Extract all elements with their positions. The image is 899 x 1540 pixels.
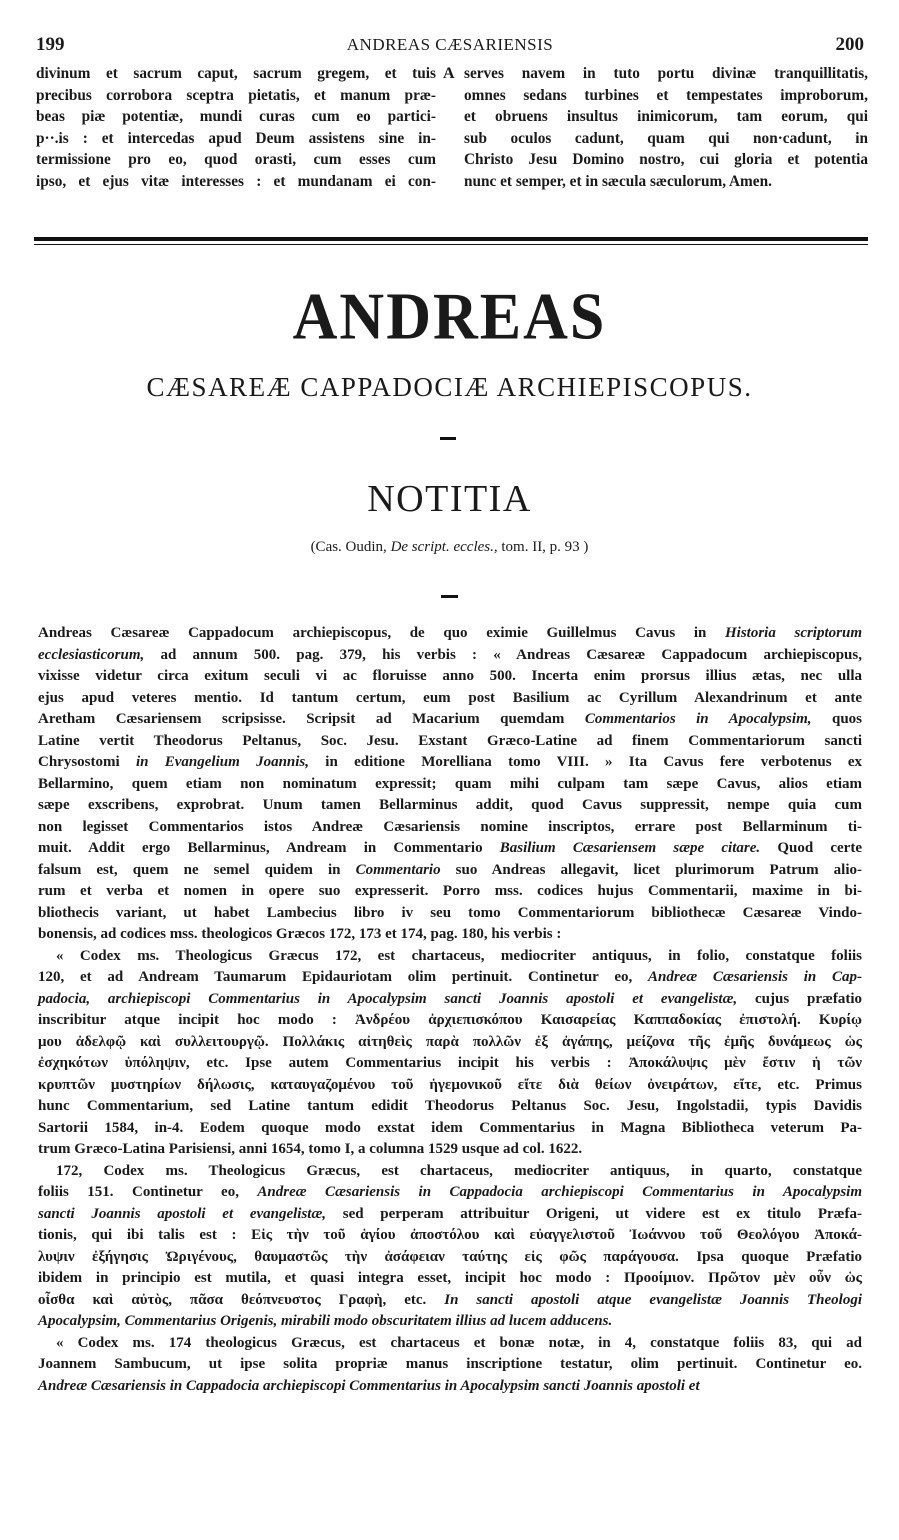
text-run: suo Andreas allegavit, licet plurimorum Patrum alio-	[440, 861, 862, 878]
body-line	[38, 1053, 862, 1075]
text-run: cujus præfatio	[737, 990, 862, 1007]
text-run: ejus apud veteres mentio. Id tantum certum, eum post Basilium ac Cyrillum Alexandrinum et ante	[38, 689, 862, 706]
body-line	[38, 1010, 862, 1032]
text-run: « Codex ms. 174 theologicus Græcus, est chartaceus et bonæ notæ, in 4, constatque foliis 83, qui ad	[56, 1334, 862, 1351]
italic-text: Andreæ Cæsariensis in Cap-	[648, 969, 862, 985]
text-run: quos	[811, 711, 863, 727]
body-text	[38, 623, 862, 1397]
left-column-line: divinum et sacrum caput, sacrum gregem, et tuis	[36, 65, 436, 82]
source-citation-work: De script. eccles.	[390, 539, 494, 555]
body-line	[38, 1161, 862, 1183]
body-line	[38, 623, 862, 645]
top-columns	[36, 63, 868, 203]
text-run: Chrysostomi	[38, 754, 136, 770]
text-run: vixisse videtur circa exitum seculi vi ac floruisse anno 500. Incerta enim prorsus illius ætas, nec ulla	[38, 668, 862, 684]
text-run: 120, et ad Andream Taumarum Epidauriotam olim pertinuit. Continetur eo,	[38, 969, 648, 985]
italic-text: Historia scriptorum	[724, 625, 862, 641]
body-line	[38, 989, 862, 1011]
text-run: Sartorii 1584, in-4. Eodem quoque modo exstat idem Commentarius in Magna Bibliotheca veterum Pa-	[38, 1119, 862, 1136]
text-run: λυψιν ἐξήγησις Ὠριγένους, θαυμαστῶς τὴν ἀσάφειαν ταύτης εἰς φῶς παράγουσα. Ipsa quoque Præfatio	[38, 1248, 862, 1265]
text-run: ad annum 500. pag. 379, his verbis : « Andreas Cæsareæ Cappadocum archiepiscopus,	[144, 646, 862, 663]
body-line	[38, 1075, 862, 1097]
source-citation	[0, 539, 899, 556]
body-line	[38, 924, 862, 946]
text-run: οἶσθα καὶ αὐτὸς, πᾶσα θεόπνευστος Γραφὴ, etc.	[38, 1291, 445, 1308]
body-line	[38, 967, 862, 989]
body-line	[38, 1182, 862, 1204]
text-run: Aretham Cæsariensem scripsisse. Scripsit ad Macarium quemdam	[38, 711, 585, 727]
body-line	[38, 881, 862, 903]
body-line	[38, 731, 862, 753]
body-line	[38, 1247, 862, 1269]
body-line	[38, 903, 862, 925]
text-run: μου ἀδελφῷ καὶ συλλειτουργῷ. Πολλάκις αἰτηθεὶς παρὰ πολλῶν ἐξ ἀγάπης, μείζονα τῆς ἐμῆς δυνάμεως ὡς	[38, 1033, 862, 1050]
source-citation-pre: (Cas. Oudin,	[310, 539, 391, 555]
body-line	[38, 1204, 862, 1226]
body-line	[38, 688, 862, 710]
body-line	[38, 1333, 862, 1355]
text-run: ibidem in principio est mutila, et quasi integra esset, incipit hoc modo : Προοίμιον. Πρῶτον μὲν οὖν ὡς	[38, 1270, 862, 1286]
text-run: hunc Commentarium, sed Latine tantum edidit Theodorus Peltanus Soc. Jesu, Ingolstadii, typis Davidis	[38, 1098, 862, 1114]
text-run: Quod certe	[760, 840, 862, 856]
body-line	[38, 1354, 862, 1376]
body-line	[38, 838, 862, 860]
right-column-line: omnes sedans turbines et tempestates improborum,	[464, 86, 868, 104]
body-line	[38, 709, 862, 731]
text-run: ἐσχηκότων ὑπόληψιν, etc. Ipse autem Commentarius incipit his verbis : Ἀποκάλυψις μὲν ἔστιν ἡ τῶν	[38, 1055, 862, 1071]
text-run: κρυπτῶν μυστηρίων δήλωσις, καταυγαζομένου τοῦ ἡγεμονικοῦ εἴτε διὰ θείων ὀνειράτων, εἴτε, etc. Primus	[38, 1076, 862, 1093]
right-column-line: sub oculos cadunt, quam qui non·cadunt, in	[464, 129, 868, 147]
text-run: sed perperam attribuitur Origeni, ut videre est ex titulo Præfa-	[326, 1205, 862, 1222]
italic-text: Andreæ Cæsariensis in Cappadocia archiepiscopi Commentarius in Apocalypsim sancti Joannis apostoli et	[38, 1377, 700, 1394]
left-column-line: ipso, et ejus vitæ interesses : et mundanam ei con-	[36, 172, 436, 190]
text-run: trum Græco-Latina Parisiensi, anni 1654, tomo I, a columna 1529 usque ad col. 1622.	[38, 1141, 583, 1157]
right-column-line: serves navem in tuto portu divinæ tranquillitatis,	[464, 65, 868, 82]
text-run: Joannem Sambucum, ut ipse solita propriæ manus inscriptione testatur, olim pertinuit. Continetur eo.	[38, 1356, 862, 1372]
body-line	[38, 752, 862, 774]
running-title: ANDREAS CÆSARIENSIS	[346, 35, 554, 54]
body-line	[38, 795, 862, 817]
body-line	[38, 946, 862, 968]
right-column-line: Christo Jesu Domino nostro, cui gloria et potentia	[464, 151, 868, 169]
source-citation-post: , tom. II, p. 93 )	[493, 539, 589, 555]
body-line	[38, 1311, 862, 1333]
text-run: sæpe exscribens, exprobrat. Unum tamen Bellarminus addit, quod Cavus suppressit, nempe quia cum	[38, 797, 862, 813]
body-line	[38, 1290, 862, 1312]
column-marker: A	[443, 65, 455, 82]
left-column-line: termissione pro eo, quod orasti, cum esses cum	[36, 151, 436, 169]
italic-text: Apocalypsim, Commentarius Origenis, mirabili modo obscuritatem illius ad lucem adducens.	[38, 1313, 613, 1329]
body-line	[38, 817, 862, 839]
text-run: 172, Codex ms. Theologicus Græcus, est chartaceus, mediocriter antiquus, in quarto, constatque	[56, 1162, 862, 1179]
left-column-line: beas piæ potentiæ, mundi curas cum eo partici-	[36, 108, 436, 126]
left-column-line: precibus corrobora sceptra pietatis, et manum præ-	[36, 86, 436, 104]
heading-dash	[441, 595, 458, 598]
left-column	[36, 63, 436, 193]
italic-text: Andreæ Cæsariensis in Cappadocia archiepiscopi Commentarius in Apocalypsim	[257, 1184, 862, 1200]
page-number-right: 200	[835, 34, 864, 55]
text-run: Andreas Cæsareæ Cappadocum archiepiscopus, de quo eximie Guillelmus Cavus in	[38, 625, 725, 641]
text-run: bonensis, ad codices mss. theologicos Græcos 172, 173 et 174, pag. 180, his verbis :	[38, 926, 562, 942]
body-line	[38, 860, 862, 882]
text-run: Latine vertit Theodorus Peltanus, Soc. Jesu. Exstant Græco-Latine ad finem Commentariorum sancti	[38, 732, 862, 749]
body-line	[38, 1118, 862, 1140]
text-run: bliothecis variant, ut habet Lambecius libro iv seu tomo Commentariorum bibliothecæ Cæsareæ Vindo-	[38, 904, 862, 921]
section-divider-thick	[34, 237, 868, 241]
body-line	[38, 1032, 862, 1054]
italic-text: Commentario	[355, 861, 441, 878]
body-line	[38, 1376, 862, 1398]
body-line	[38, 1268, 862, 1290]
body-line	[38, 1139, 862, 1161]
text-run: muit. Addit ergo Bellarminus, Andream in Commentario	[38, 840, 500, 856]
body-line	[38, 774, 862, 796]
running-head	[36, 34, 864, 58]
right-column	[464, 63, 868, 193]
italic-text: ecclesiasticorum,	[38, 646, 145, 663]
right-column-line: et obruens insultus inimicorum, tam eorum, qui	[464, 108, 868, 126]
italic-text: Basilium Cæsariensem sæpe citare.	[499, 840, 761, 856]
text-run: falsum est, quem ne semel quidem in	[38, 861, 356, 878]
section-heading: NOTITIA	[367, 478, 532, 520]
text-run: « Codex ms. Theologicus Græcus 172, est chartaceus, mediocriter antiquus, in folio, constatque foliis	[56, 947, 862, 964]
text-run: tionis, qui ibi talis est : Εἰς τὴν τοῦ ἁγίου ἀποστόλου καὶ εὐαγγελιστοῦ Ἰωάννου τοῦ Θεολόγου Ἀποκά-	[38, 1227, 862, 1243]
text-run: rum et verba et nomen in opere suo expresserit. Porro mss. codices hujus Commentarii, maxime in bi-	[38, 883, 862, 899]
right-column-line: nunc et semper, et in sæcula sæculorum, Amen.	[464, 172, 772, 190]
body-line	[38, 1225, 862, 1247]
main-title: ANDREAS	[292, 280, 607, 354]
text-run: non legisset Commentarios istos Andreæ Cæsariensis nomine inscriptos, errare post Bellarminum ti-	[38, 818, 862, 835]
italic-text: Commentarios in Apocalypsim,	[584, 711, 812, 727]
body-line	[38, 1096, 862, 1118]
italic-text: padocia, archiepiscopi Commentarius in Apocalypsim sancti Joannis apostoli et evangelistæ,	[38, 990, 738, 1007]
body-line	[38, 666, 862, 688]
italic-text: in Evangelium Joannis,	[135, 754, 310, 770]
text-run: in editione Morelliana tomo VIII. » Ita Cavus fere verbotenus ex	[309, 754, 862, 770]
page-number-left: 199	[36, 34, 65, 55]
text-run: foliis 151. Continetur eo,	[38, 1184, 258, 1200]
sub-title: CÆSAREÆ CAPPADOCIÆ ARCHIEPISCOPUS.	[146, 372, 753, 402]
left-column-line: p··.is : et intercedas apud Deum assistens sine in-	[36, 129, 436, 147]
italic-text: sancti Joannis apostoli et evangelistæ,	[38, 1205, 327, 1222]
text-run: Bellarmino, quem etiam non nominatum expressit; quam mihi culpam tam sæpe Cavus, alios etiam	[38, 775, 862, 792]
section-divider-thin	[34, 244, 868, 245]
text-run: inscribitur atque incipit hoc modo : Ἀνδρέου ἀρχιεπισκόπου Καισαρείας Καππαδοκίας ἐπιστολή. Κυρίῳ	[38, 1012, 862, 1028]
body-line	[38, 645, 862, 667]
title-dash	[440, 437, 456, 440]
italic-text: In sancti apostoli atque evangelistæ Joannis Theologi	[444, 1291, 862, 1308]
